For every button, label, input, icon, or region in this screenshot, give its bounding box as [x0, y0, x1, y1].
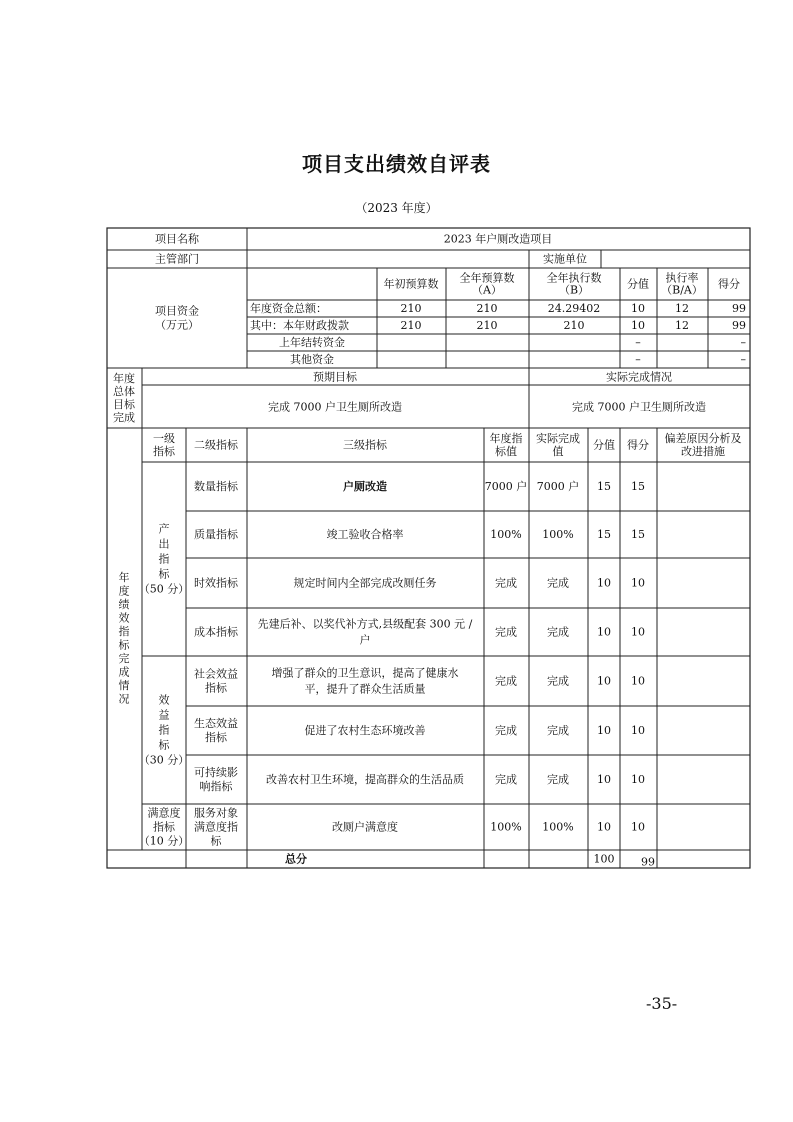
actual-value: 完成 — [547, 674, 569, 688]
indicator-score: 10 — [597, 773, 611, 786]
indicator-score: 10 — [597, 576, 611, 590]
col-actual: 值 — [552, 445, 564, 458]
level3-indicator: 平，提升了群众生活质量 — [304, 682, 426, 696]
target-value: 完成 — [495, 576, 517, 590]
col-level2: 二级指标 — [194, 438, 238, 452]
col-annual-budget: 全年预算数 — [459, 271, 515, 285]
level1-indicator: 出 — [158, 537, 170, 551]
level2-indicator: 成本指标 — [194, 625, 238, 639]
actual-value: 完成 — [547, 773, 569, 786]
indicator-score: 10 — [597, 820, 611, 834]
funds-score: 10 — [631, 302, 645, 315]
level2-indicator: 生态效益 — [194, 717, 238, 730]
level1-indicator: 指 — [158, 552, 170, 566]
funds-points: 99 — [732, 302, 746, 315]
indicator-score: 10 — [597, 674, 611, 688]
col-annual-budget: （A） — [472, 283, 502, 297]
actual-value: 完成 — [547, 576, 569, 590]
indicator-points: 10 — [631, 724, 645, 737]
dept-label: 主管部门 — [155, 252, 199, 266]
unit-label: 实施单位 — [543, 252, 587, 266]
level1-indicator: 效 — [158, 693, 170, 707]
col-reason: 改进措施 — [681, 445, 725, 458]
level3-indicator: 改厕户满意度 — [332, 820, 398, 834]
funds-rate: 12 — [675, 319, 689, 332]
actual-value: 完成 — [547, 724, 569, 737]
expected-goal-header: 预期目标 — [313, 370, 357, 384]
actual-goal-header: 实际完成情况 — [606, 370, 672, 384]
col-target: 标值 — [495, 445, 517, 458]
project-name-value: 2023 年户厕改造项目 — [443, 232, 553, 246]
level1-indicator: 满意度 — [147, 806, 181, 820]
total-label: 总分 — [285, 852, 307, 866]
goals-side-label: 总体 — [113, 385, 135, 398]
funds-points: 99 — [732, 319, 746, 332]
indicator-points: 15 — [631, 528, 645, 541]
col-exec-rate: （B/A） — [661, 283, 703, 297]
col-level1: 指标 — [153, 445, 175, 458]
indicators-side-label: 情 — [118, 678, 130, 692]
level1-indicator: 产 — [158, 522, 170, 536]
indicators-side-label: 完 — [118, 651, 130, 665]
level2-indicator: 标 — [210, 834, 222, 848]
level2-indicator: 满意度指 — [194, 820, 238, 834]
col-points: 得分 — [627, 438, 649, 452]
col-target: 年度指 — [489, 432, 523, 445]
level3-indicator: 先建后补、以奖代补方式,县级配套 300 元 / — [257, 617, 473, 631]
funds-exec: 210 — [563, 319, 585, 332]
col-annual-exec: 全年执行数 — [546, 271, 602, 285]
level3-indicator: 促进了农村生态环境改善 — [304, 724, 426, 737]
indicator-points: 10 — [631, 773, 645, 786]
indicators-side-label: 况 — [118, 692, 130, 706]
goals-side-label: 完成 — [113, 411, 135, 424]
actual-value: 完成 — [547, 625, 569, 639]
level1-indicator: 标 — [158, 738, 170, 752]
indicator-score: 15 — [597, 528, 611, 541]
funds-score: 10 — [631, 319, 645, 332]
target-value: 完成 — [495, 625, 517, 639]
level1-indicator: （10 分） — [138, 834, 190, 848]
indicators-side-label: 度 — [118, 584, 130, 598]
level2-indicator: 指标 — [205, 731, 227, 744]
level3-indicator: 竣工验收合格率 — [326, 528, 404, 541]
funds-annual: 210 — [476, 319, 498, 332]
target-value: 完成 — [495, 724, 517, 737]
actual-value: 100% — [542, 820, 574, 834]
funds-row-label: 上年结转资金 — [279, 336, 345, 349]
indicator-points: 10 — [631, 674, 645, 688]
level3-indicator: 改善农村卫生环境，提高群众的生活品质 — [266, 773, 464, 786]
level1-indicator: 益 — [158, 708, 170, 722]
col-actual: 实际完成 — [536, 432, 580, 445]
funds-rate: 12 — [675, 302, 689, 315]
level2-indicator: 指标 — [205, 681, 227, 695]
target-value: 100% — [490, 820, 522, 834]
expected-goal: 完成 7000 户卫生厕所改造 — [268, 400, 402, 414]
page-number: -35- — [646, 994, 678, 1013]
actual-goal: 完成 7000 户卫生厕所改造 — [572, 400, 706, 414]
col-annual-exec: （B） — [558, 283, 590, 297]
page-subtitle: （2023 年度） — [355, 201, 438, 215]
level3-indicator: 增强了群众的卫生意识，提高了健康水 — [271, 666, 459, 680]
funds-points: – — [740, 336, 746, 349]
indicators-side-label: 绩 — [118, 597, 130, 611]
page-title: 项目支出绩效自评表 — [302, 152, 491, 176]
target-value: 100% — [490, 528, 522, 541]
funds-initial: 210 — [400, 302, 422, 315]
level2-indicator: 质量指标 — [194, 528, 238, 541]
level1-indicator: 指 — [158, 723, 170, 737]
level1-indicator: （30 分） — [138, 753, 190, 767]
indicator-score: 15 — [597, 480, 611, 493]
level2-indicator: 可持续影 — [194, 766, 238, 779]
funds-score: – — [635, 353, 641, 366]
indicator-score: 10 — [597, 625, 611, 639]
level3-indicator: 户 — [359, 633, 371, 647]
actual-value: 7000 户 — [536, 480, 580, 493]
funds-label: （万元） — [155, 318, 199, 332]
col-level1: 一级 — [153, 432, 175, 445]
indicators-side-label: 年 — [118, 570, 130, 584]
funds-points: – — [740, 353, 746, 366]
indicators-side-label: 成 — [118, 665, 130, 679]
indicators-side-label: 标 — [118, 638, 130, 652]
level3-indicator: 规定时间内全部完成改厕任务 — [293, 576, 437, 590]
level2-indicator: 时效指标 — [194, 576, 238, 590]
indicator-points: 10 — [631, 576, 645, 590]
indicator-points: 10 — [631, 820, 645, 834]
funds-label: 项目资金 — [155, 304, 199, 318]
col-score: 分值 — [593, 438, 615, 452]
funds-exec: 24.29402 — [547, 302, 601, 315]
target-value: 7000 户 — [484, 480, 528, 493]
total-score: 100 — [593, 852, 615, 866]
funds-score: – — [635, 336, 641, 349]
col-initial-budget: 年初预算数 — [383, 277, 439, 291]
total-points: 99 — [641, 855, 655, 869]
level2-indicator: 服务对象 — [194, 806, 238, 820]
target-value: 完成 — [495, 773, 517, 786]
funds-row-label: 年度资金总额： — [250, 302, 327, 315]
project-name-label: 项目名称 — [155, 232, 199, 246]
indicators-side-label: 指 — [118, 624, 130, 638]
col-level3: 三级指标 — [343, 438, 387, 452]
level1-indicator: 指标 — [153, 820, 175, 834]
level2-indicator: 社会效益 — [194, 667, 238, 681]
col-score: 分值 — [627, 277, 649, 291]
actual-value: 100% — [542, 528, 574, 541]
col-reason: 偏差原因分析及 — [664, 432, 742, 445]
funds-row-label: 其中：本年财政拨款 — [250, 319, 349, 332]
indicator-score: 10 — [597, 724, 611, 737]
indicator-points: 10 — [631, 625, 645, 639]
level2-indicator: 数量指标 — [194, 480, 238, 493]
funds-row-label: 其他资金 — [290, 353, 334, 366]
col-points: 得分 — [718, 277, 740, 291]
indicator-points: 15 — [631, 480, 645, 493]
level1-indicator: 标 — [158, 567, 170, 581]
level1-indicator: （50 分） — [138, 582, 190, 596]
funds-annual: 210 — [476, 302, 498, 315]
funds-initial: 210 — [400, 319, 422, 332]
target-value: 完成 — [495, 674, 517, 688]
goals-side-label: 目标 — [113, 398, 135, 411]
indicators-side-label: 效 — [118, 611, 130, 625]
level3-indicator: 户厕改造 — [343, 480, 387, 493]
goals-side-label: 年度 — [113, 372, 135, 385]
col-exec-rate: 执行率 — [665, 271, 699, 285]
level2-indicator: 响指标 — [199, 780, 233, 793]
